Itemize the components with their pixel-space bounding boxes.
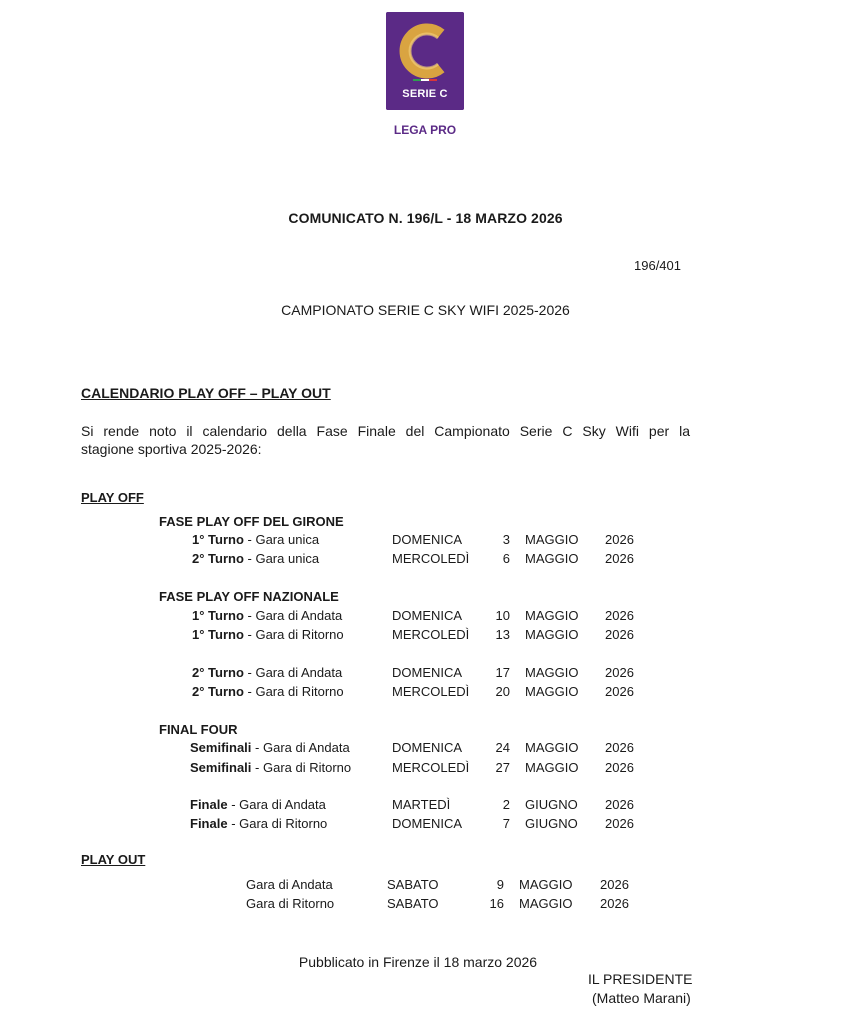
championship-title: CAMPIONATO SERIE C SKY WIFI 2025-2026 (281, 302, 570, 318)
document-title: COMUNICATO N. 196/L - 18 MARZO 2026 (288, 210, 563, 226)
round-label: Finale (190, 797, 228, 812)
weekday: DOMENICA (392, 532, 463, 547)
match-description (192, 551, 319, 566)
match-description (192, 684, 344, 699)
month: GIUGNO (525, 797, 578, 812)
weekday: DOMENICA (392, 816, 463, 831)
month: MAGGIO (525, 627, 579, 642)
day: 27 (495, 760, 510, 775)
leg-label: Gara di Ritorno (262, 760, 352, 775)
round-separator: - (251, 740, 263, 755)
phase-title: FASE PLAY OFF NAZIONALE (159, 589, 339, 604)
leg-label: Gara unica (255, 551, 320, 566)
month: GIUGNO (525, 816, 578, 831)
round-label: Semifinali (190, 740, 252, 755)
leg-label: Gara di Ritorno (255, 627, 344, 642)
weekday: DOMENICA (392, 665, 463, 680)
weekday: SABATO (387, 877, 439, 892)
round-separator: - (243, 551, 256, 566)
weekday: DOMENICA (392, 608, 463, 623)
round-label: Semifinali (190, 760, 252, 775)
section-title: CALENDARIO PLAY OFF – PLAY OUT (81, 385, 331, 401)
schedule-row (0, 608, 851, 626)
weekday: MERCOLEDÌ (392, 551, 470, 566)
playoff-label: PLAY OFF (81, 490, 144, 505)
phase-title: FINAL FOUR (159, 722, 238, 737)
day: 20 (495, 684, 510, 699)
day: 7 (502, 816, 510, 831)
weekday: MERCOLEDÌ (392, 760, 470, 775)
leg-label: Gara di Andata (239, 797, 326, 812)
year: 2026 (605, 740, 634, 755)
playout-label: PLAY OUT (81, 852, 146, 867)
match-description (190, 797, 326, 812)
month: MAGGIO (519, 896, 573, 911)
schedule-row (0, 816, 851, 834)
document-number: 196/401 (634, 258, 681, 273)
year: 2026 (605, 684, 634, 699)
leg-label: Gara di Andata (246, 877, 333, 892)
round-separator: - (243, 684, 256, 699)
round-separator: - (243, 665, 256, 680)
schedule-row (0, 532, 851, 550)
leg-label: Gara di Andata (255, 665, 343, 680)
month: MAGGIO (525, 665, 579, 680)
year: 2026 (605, 760, 634, 775)
leg-label: Gara di Andata (262, 740, 350, 755)
logo-badge-text: SERIE C (402, 88, 448, 100)
phase-title: FASE PLAY OFF DEL GIRONE (159, 514, 344, 529)
year: 2026 (605, 816, 634, 831)
intro-text-line-1: Si rende noto il calendario della Fase Finale del Campionato Serie C Sky Wifi per la (81, 423, 690, 439)
schedule-row (0, 740, 851, 758)
schedule-row (0, 760, 851, 778)
month: MAGGIO (525, 740, 579, 755)
publication-note: Pubblicato in Firenze il 18 marzo 2026 (298, 954, 538, 970)
match-description (192, 627, 344, 642)
match-description (192, 608, 342, 623)
match-description (190, 816, 327, 831)
round-separator: - (251, 760, 263, 775)
schedule-row (0, 551, 851, 569)
year: 2026 (605, 665, 634, 680)
round-label: 2° Turno (192, 665, 244, 680)
day: 6 (502, 551, 510, 566)
month: MAGGIO (525, 532, 579, 547)
weekday: MERCOLEDÌ (392, 627, 470, 642)
schedule-row (0, 684, 851, 702)
round-label: 2° Turno (192, 551, 244, 566)
logo-subtitle: LEGA PRO (393, 123, 457, 137)
month: MAGGIO (525, 551, 579, 566)
round-separator: - (243, 627, 256, 642)
signer-title: IL PRESIDENTE (588, 971, 693, 987)
leg-label: Gara di Andata (255, 608, 343, 623)
year: 2026 (605, 797, 634, 812)
month: MAGGIO (525, 760, 579, 775)
match-description (192, 665, 342, 680)
day: 9 (496, 877, 504, 892)
round-separator: - (243, 608, 256, 623)
day: 16 (489, 896, 504, 911)
year: 2026 (600, 877, 629, 892)
year: 2026 (605, 627, 634, 642)
weekday: SABATO (387, 896, 439, 911)
round-label: 2° Turno (192, 684, 244, 699)
round-label: 1° Turno (192, 532, 244, 547)
month: MAGGIO (525, 608, 579, 623)
schedule-row (0, 665, 851, 683)
weekday: MERCOLEDÌ (392, 684, 470, 699)
year: 2026 (600, 896, 629, 911)
day: 10 (495, 608, 510, 623)
round-separator: - (227, 816, 240, 831)
month: MAGGIO (525, 684, 579, 699)
year: 2026 (605, 532, 634, 547)
weekday: MARTEDÌ (392, 797, 451, 812)
schedule-row (0, 877, 851, 895)
schedule-row (0, 627, 851, 645)
match-description (192, 532, 319, 547)
year: 2026 (605, 608, 634, 623)
serie-c-logo (386, 12, 464, 110)
round-separator: - (243, 532, 256, 547)
leg-label: Gara di Ritorno (246, 896, 335, 911)
round-label: 1° Turno (192, 608, 244, 623)
month: MAGGIO (519, 877, 573, 892)
match-description (190, 740, 350, 755)
round-label: 1° Turno (192, 627, 244, 642)
day: 3 (502, 532, 510, 547)
leg-label: Gara unica (255, 532, 320, 547)
leg-label: Gara di Ritorno (239, 816, 328, 831)
signer-name: (Matteo Marani) (592, 990, 691, 1006)
round-separator: - (227, 797, 240, 812)
match-description (190, 760, 351, 775)
year: 2026 (605, 551, 634, 566)
day: 2 (502, 797, 510, 812)
weekday: DOMENICA (392, 740, 463, 755)
round-label: Finale (190, 816, 228, 831)
day: 13 (495, 627, 510, 642)
schedule-row (0, 896, 851, 914)
day: 24 (495, 740, 510, 755)
schedule-row (0, 797, 851, 815)
intro-text-line-2: stagione sportiva 2025-2026: (81, 441, 262, 457)
day: 17 (495, 665, 510, 680)
leg-label: Gara di Ritorno (255, 684, 344, 699)
